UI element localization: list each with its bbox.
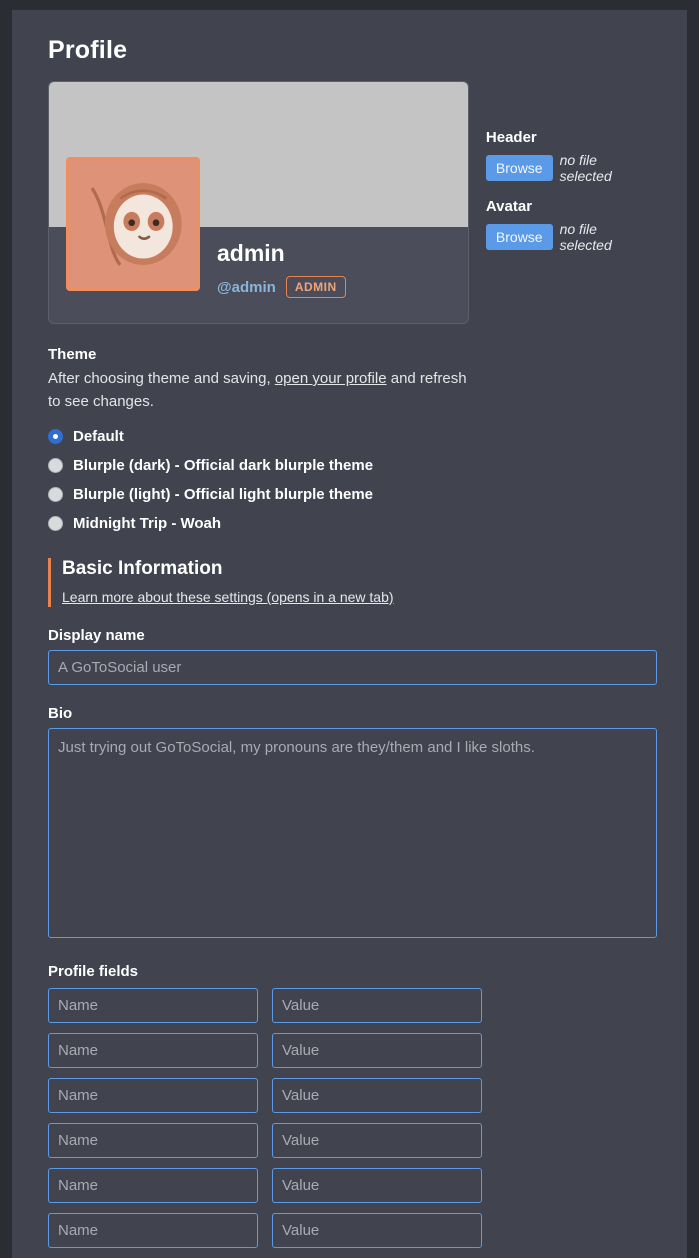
profile-field-value-input[interactable] (272, 1123, 482, 1158)
profile-card-body (49, 227, 468, 323)
theme-option-default[interactable] (48, 428, 651, 445)
profile-field-name-input[interactable] (48, 1123, 258, 1158)
profile-field-value-input[interactable] (272, 1078, 482, 1113)
learn-more-link[interactable]: Learn more about these settings (opens in a new tab) (62, 588, 394, 605)
status-badge: ADMIN (286, 276, 346, 298)
legend-title: Basic Information (62, 557, 223, 579)
profile-field-row (48, 1078, 651, 1113)
theme-option-label: Midnight Trip - Woah (73, 514, 222, 532)
profile-field-row (48, 1123, 651, 1158)
radio-icon[interactable] (48, 458, 63, 473)
profile-field-value-input[interactable] (272, 988, 482, 1023)
profile-field-row (48, 1033, 651, 1068)
display-name-label: Display name (48, 626, 145, 644)
page-title: Profile (48, 36, 128, 64)
header-upload-label: Header (485, 129, 537, 146)
upload-controls (486, 81, 651, 267)
radio-icon[interactable] (48, 487, 63, 502)
theme-hint-before: After choosing theme and saving, (48, 370, 275, 387)
preview-display-name: admin (217, 240, 285, 266)
theme-option-label: Blurple (dark) - Official dark blurple theme (73, 456, 374, 474)
profile-field-row (48, 1168, 651, 1203)
theme-hint (48, 367, 478, 414)
theme-label: Theme (48, 346, 97, 363)
profile-fields-grid (48, 988, 651, 1248)
display-name-input[interactable] (48, 650, 657, 685)
sloth-avatar-icon (69, 160, 197, 288)
profile-field-value-input[interactable] (272, 1213, 482, 1248)
open-your-profile-link[interactable]: open your profile (274, 370, 387, 387)
theme-option-blurple-dark[interactable] (48, 457, 651, 474)
profile-field-name-input[interactable] (48, 1033, 258, 1068)
theme-option-label: Blurple (light) - Official light blurple theme (73, 485, 373, 503)
theme-hint-after: and refresh to see changes. (48, 370, 467, 411)
header-file-status: no file selected (559, 152, 612, 184)
avatar (66, 157, 200, 291)
profile-field-row (48, 988, 651, 1023)
theme-option-blurple-light[interactable] (48, 486, 651, 503)
bio-label: Bio (48, 704, 73, 722)
radio-icon[interactable] (48, 429, 63, 444)
avatar-file-status: no file selected (559, 221, 612, 253)
avatar-upload-row (486, 221, 651, 253)
profile-fields-label: Profile fields (48, 962, 139, 980)
profile-field-row (48, 1213, 651, 1248)
profile-preview-card (48, 81, 469, 324)
theme-radio-group (48, 428, 651, 532)
radio-icon[interactable] (48, 516, 63, 531)
header-upload-row (486, 152, 651, 184)
bio-textarea[interactable] (48, 728, 657, 938)
theme-option-label: Default (73, 427, 124, 445)
profile-field-name-input[interactable] (48, 1168, 258, 1203)
profile-field-name-input[interactable] (48, 988, 258, 1023)
preview-handle: @admin (217, 278, 276, 296)
profile-field-name-input[interactable] (48, 1213, 258, 1248)
theme-option-midnight-trip[interactable] (48, 515, 651, 532)
profile-field-value-input[interactable] (272, 1168, 482, 1203)
profile-field-name-input[interactable] (48, 1078, 258, 1113)
settings-panel (12, 10, 687, 1258)
avatar-upload-label: Avatar (485, 198, 533, 215)
profile-field-value-input[interactable] (272, 1033, 482, 1068)
profile-preview-row (48, 81, 651, 324)
basic-information-legend (48, 558, 651, 607)
header-browse-button[interactable]: Browse (486, 155, 553, 181)
avatar-browse-button[interactable]: Browse (486, 224, 553, 250)
